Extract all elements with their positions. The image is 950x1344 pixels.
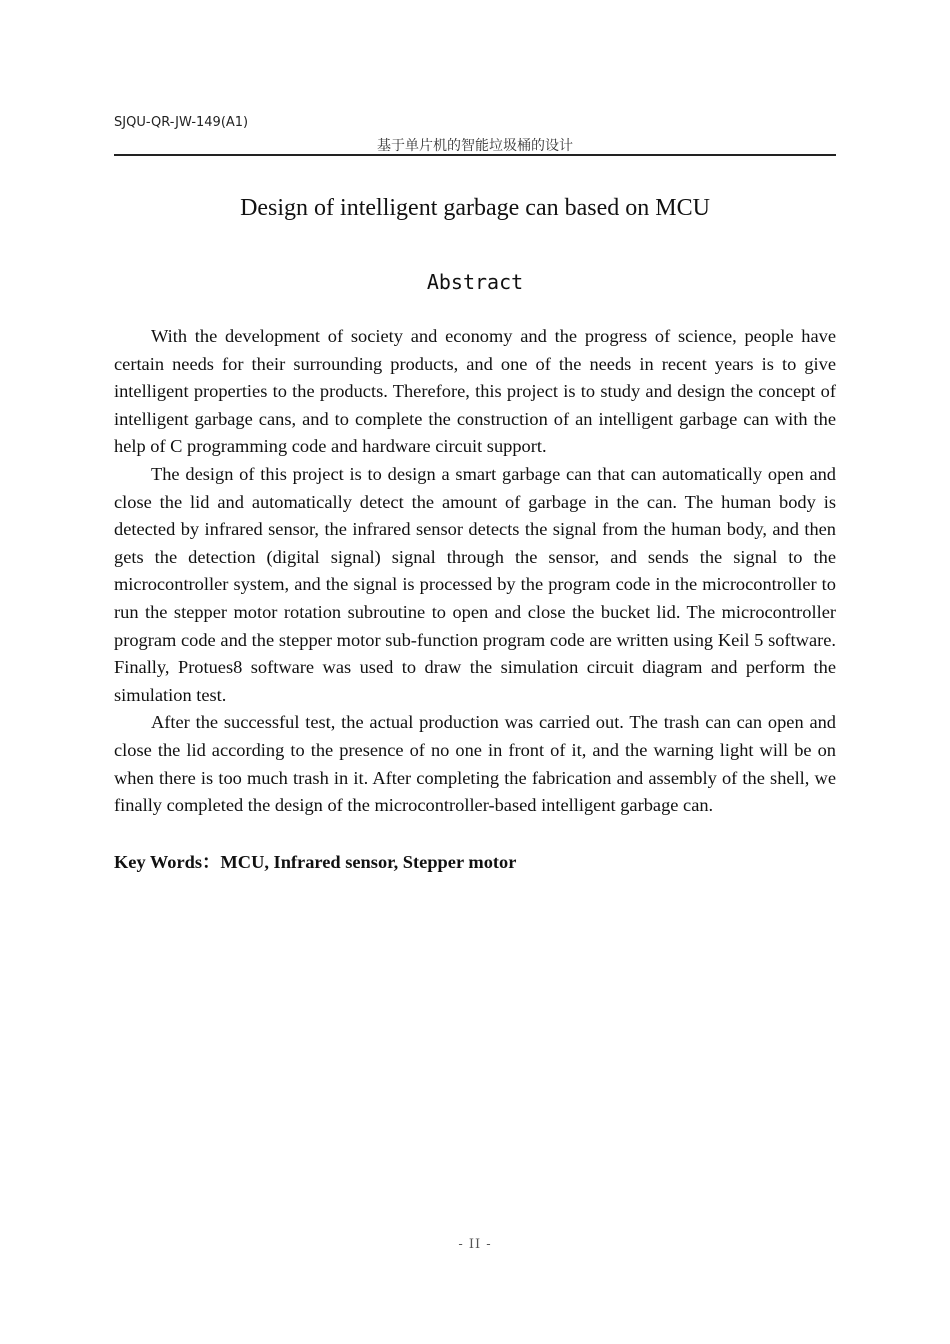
paper-title: Design of intelligent garbage can based on MCU (240, 195, 710, 221)
abstract-body (114, 323, 836, 820)
keywords-line: Key Words：MCU, Infrared sensor, Stepper motor (114, 852, 517, 872)
abstract-heading: Abstract (426, 270, 524, 294)
header-divider (114, 154, 836, 156)
document-code: SJQU-QR-JW-149(A1) (114, 115, 249, 130)
running-header-title: 基于单片机的智能垃圾桶的设计 (377, 138, 573, 154)
abstract-paragraph-1: With the development of society and economy and the progress of science, people have certain needs for their surrounding products, and one of the needs in recent years is to give intelligent properties to the products. Therefore, this project is to study and design the concept of intelligent garbage cans, and to complete the construction of an intelligent garbage can with the help of C programming code and hardware circuit support. (114, 326, 836, 457)
abstract-paragraph-3: After the successful test, the actual production was carried out. The trash can can open and close the lid according to the presence of no one in front of it, and the warning light will be on when there is too much trash in it. After completing the fabrication and assembly of the shell, we finally completed the design of the microcontroller-based intelligent garbage can. (114, 712, 836, 816)
page-number: - II - (458, 1237, 492, 1252)
abstract-paragraph-2: The design of this project is to design a smart garbage can that can automatically open and close the lid and automatically detect the amount of garbage in the can. The human body is detected by infrared sensor, the infrared sensor detects the signal from the human body, and then gets the detection (digital signal) signal through the sensor, and sends the signal to the microcontroller system, and the signal is processed by the program code in the microcontroller to run the stepper motor rotation subroutine to open and close the bucket lid. The microcontroller program code and the stepper motor sub-function program code are written using Keil 5 software. Finally, Protues8 software was used to draw the simulation circuit diagram and perform the simulation test. (114, 463, 836, 705)
